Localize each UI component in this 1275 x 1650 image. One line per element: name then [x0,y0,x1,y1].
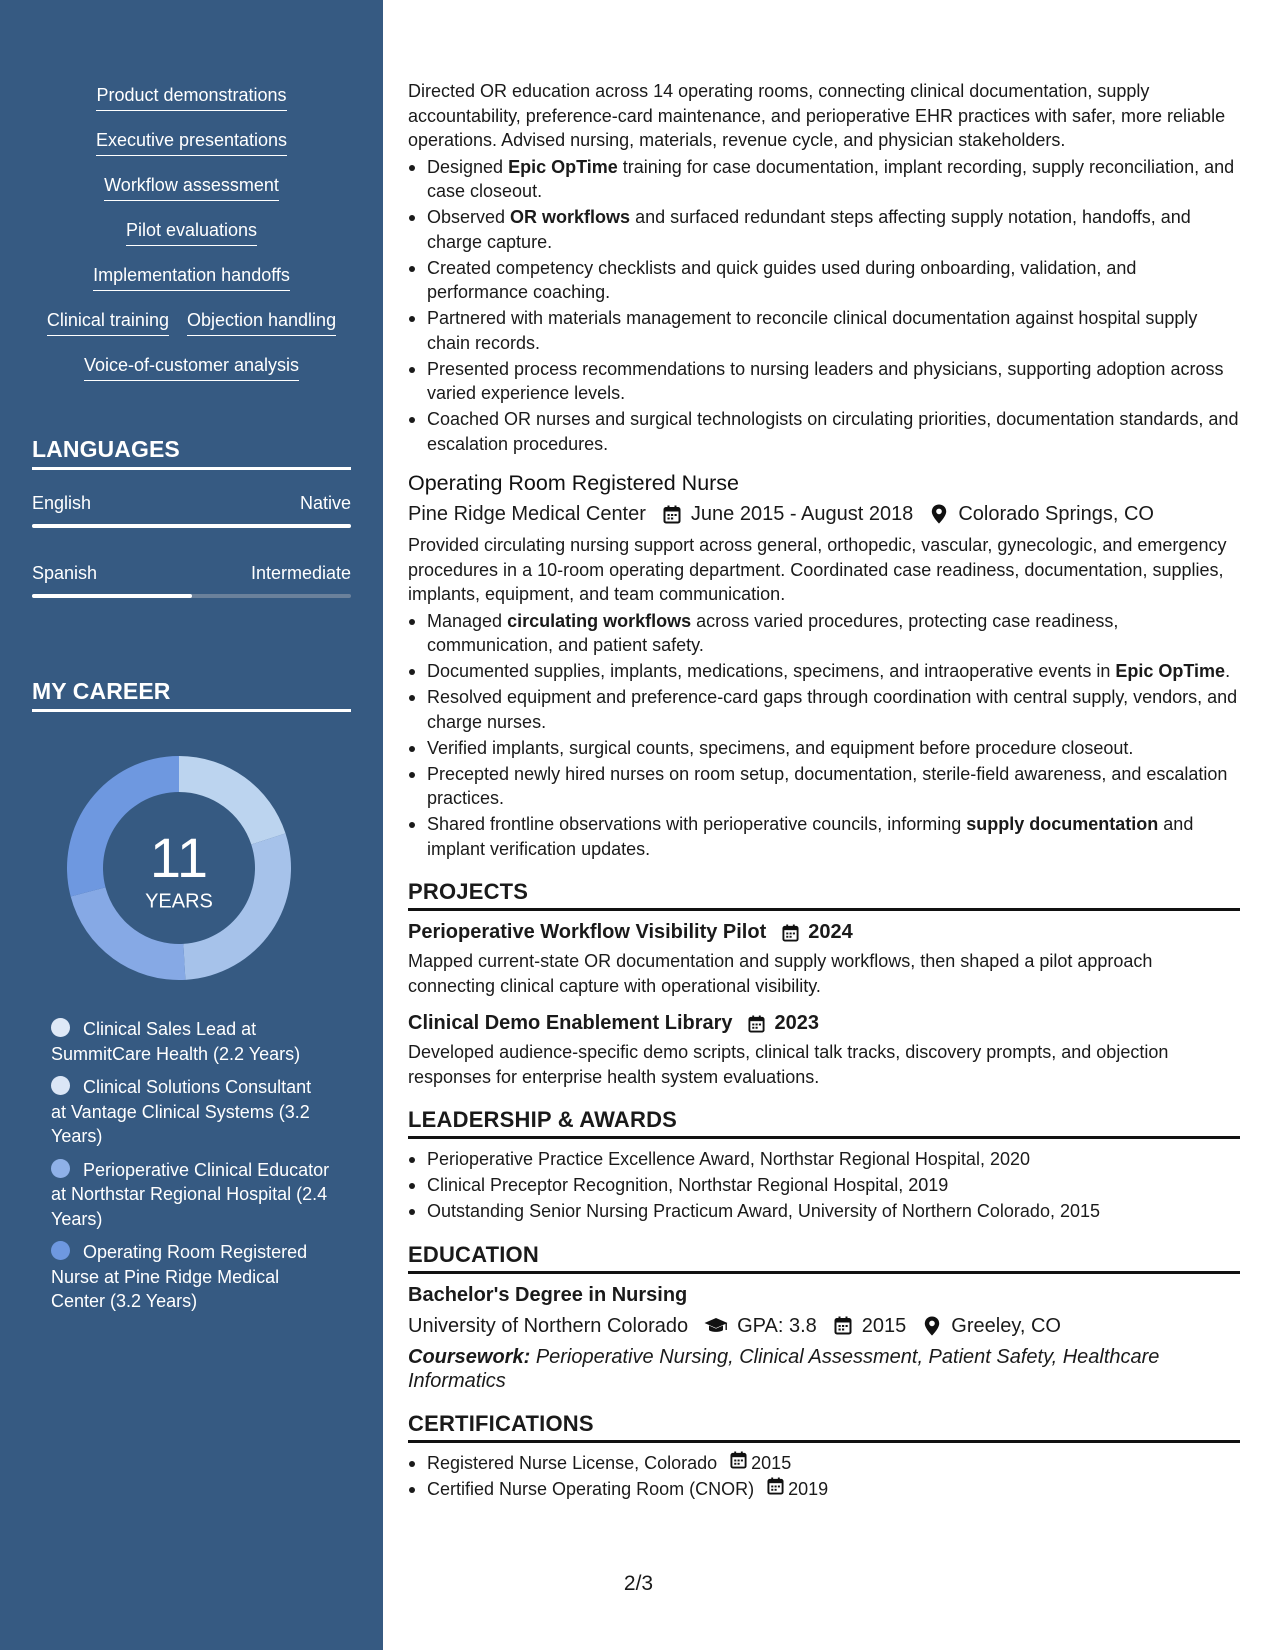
school-location: Greeley, CO [951,1314,1061,1337]
bullet-item [408,407,1240,456]
award-item: Clinical Preceptor Recognition, Northstar Regional Hospital, 2019 [408,1173,1240,1198]
intro-bullet-list [408,155,1240,457]
career-legend-item [51,1240,331,1314]
bullet-bold-text: supply documentation [966,814,1159,834]
project-title: Perioperative Workflow Visibility Pilot [408,921,767,943]
language-bar-fill [32,524,351,528]
career-legend-item [51,1075,331,1149]
coursework [408,1345,1240,1393]
bullet-text: Presented process recommendations to nursing leaders and physicians, supporting adoption across varied experience levels. [427,358,1224,403]
legend-dot [51,1241,70,1260]
certification-year: 2019 [788,1478,829,1499]
project-year: 2024 [808,921,853,943]
graduation-cap-icon [704,1316,728,1336]
legend-dot [51,1159,70,1178]
job-dates: June 2015 - August 2018 [690,503,914,525]
career-donut-chart [66,755,292,981]
bullet-text: Verified implants, surgical counts, specimens, and equipment before procedure closeout. [427,737,1134,758]
project-title: Clinical Demo Enablement Library [408,1012,733,1034]
bullet-text: Partnered with materials management to reconcile clinical documentation against hospital supply chain records. [427,308,1198,353]
education-heading: EDUCATION [408,1241,1240,1274]
career-legend-text: Operating Room Registered Nurse at Pine Ridge Medical Center (3.2 Years) [51,1242,308,1311]
bullet-item [408,256,1240,305]
sidebar [0,0,383,1650]
bullet-item [408,609,1240,658]
skill-tag: Pilot evaluations [126,219,257,246]
calendar-icon [833,1316,853,1336]
skill-row [32,354,351,399]
skill-tag: Voice-of-customer analysis [84,354,299,381]
certification-name: Certified Nurse Operating Room (CNOR) [427,1478,755,1499]
award-item: Outstanding Senior Nursing Practicum Award, University of Northern Colorado, 2015 [408,1199,1240,1224]
bullet-text: Resolved equipment and preference-card gaps through coordination with central supply, vendors, and charge nurses. [427,687,1238,732]
bullet-bold-text: Epic OpTime [508,156,618,177]
career-total-years: 11 [149,825,209,889]
map-pin-icon [922,1316,942,1336]
bullet-text: Designed [427,156,509,177]
legend-dot [51,1018,70,1037]
skill-tag: Implementation handoffs [93,264,290,291]
graduation-year: 2015 [861,1314,907,1337]
language-bar-fill [32,594,192,598]
award-item: Perioperative Practice Excellence Award, Northstar Regional Hospital, 2020 [408,1147,1240,1172]
career-legend-text: Perioperative Clinical Educator at Northstar Regional Hospital (2.4 Years) [51,1159,330,1229]
school-name: University of Northern Colorado [408,1314,689,1337]
bullet-text: Documented supplies, implants, medications, specimens, and intraoperative events in [427,661,1116,681]
language-bar-spanish [32,594,351,598]
calendar-icon [730,1451,747,1468]
project-title-row [408,919,1240,946]
skill-row [32,309,351,354]
certification-item [408,1477,1240,1502]
bullet-item [408,736,1240,761]
intro-paragraph: Directed OR education across 14 operating rooms, connecting clinical documentation, supply accountability, preference-card maintenance, and perioperative EHR practices with safer, more reliable operations. Advised nursing, materials, revenue cycle, and physician stakeholders. [408,81,1226,150]
project-description: Mapped current-state OR documentation and supply workflows, then shaped a pilot approach connecting clinical capture with operational visibility. [408,951,1153,996]
skill-tag: Product demonstrations [96,84,286,111]
coursework-list: Perioperative Nursing, Clinical Assessment, Patient Safety, Healthcare Informatics [408,1345,1160,1392]
job-bullet-list [408,609,1240,862]
project-title-row [408,1010,1240,1037]
language-row-spanish [32,562,351,584]
career-legend-item [51,1158,331,1232]
bullet-item [408,812,1240,861]
job-location: Colorado Springs, CO [958,503,1154,525]
bullet-text: and implant verification updates. [427,814,1194,859]
skill-tag: Objection handling [187,309,336,336]
certification-year: 2015 [751,1452,792,1473]
calendar-icon [662,504,682,524]
bullet-text: Precepted newly hired nurses on room setup, documentation, sterile-field awareness, and escalation practices. [427,763,1228,808]
leadership-heading: LEADERSHIP & AWARDS [408,1106,1240,1139]
language-level: Intermediate [250,563,351,583]
bullet-bold-text: circulating workflows [507,610,692,631]
language-bar-english [32,524,351,528]
awards-list [408,1147,1240,1224]
calendar-icon [747,1014,767,1034]
certifications-heading: CERTIFICATIONS [408,1410,1240,1443]
bullet-item [408,357,1240,406]
career-legend-text: Clinical Sales Lead at SummitCare Health (2.2 Years) [51,1019,301,1064]
job-meta [408,500,1240,528]
project-year: 2023 [774,1012,820,1034]
bullet-item [408,762,1240,811]
bullet-text: across varied procedures, protecting case readiness, communication, and patient safety. [427,610,1119,655]
certification-name: Registered Nurse License, Colorado [427,1452,718,1473]
language-level: Native [299,493,351,513]
map-pin-icon [929,504,949,524]
languages-heading: LANGUAGES [32,435,351,470]
skills-list [32,84,351,399]
legend-dot [51,1076,70,1095]
skill-tag: Clinical training [47,309,169,336]
bullet-text: Coached OR nurses and surgical technologists on circulating priorities, documentation standards, and escalation procedures. [427,409,1239,454]
bullet-item [408,205,1240,254]
bullet-item [408,685,1240,734]
career-legend-text: Clinical Solutions Consultant at Vantage Clinical Systems (3.2 Years) [51,1077,312,1146]
skill-row [32,129,351,174]
job-title: Operating Room Registered Nurse [408,471,740,495]
bullet-text: Created competency checklists and quick guides used during onboarding, validation, and performance coaching. [427,257,1137,302]
bullet-item [408,659,1240,684]
bullet-item [408,306,1240,355]
project-description: Developed audience-specific demo scripts, clinical talk tracks, discovery prompts, and objection responses for enterprise health system evaluations. [408,1042,1169,1087]
language-name: English [32,493,92,513]
job-summary: Provided circulating nursing support across general, orthopedic, vascular, gynecologic, and emergency procedures in a 10-room operating department. Coordinated case readiness, documentation, supplies, implants, equipment, and team communication. [408,535,1227,604]
skill-row [32,174,351,219]
degree-name: Bachelor's Degree in Nursing [408,1283,688,1306]
education-degree [408,1282,1240,1309]
certification-item [408,1451,1240,1476]
language-row-english [32,492,351,514]
main-content [408,79,1240,1503]
projects-heading: PROJECTS [408,878,1240,911]
job-employer: Pine Ridge Medical Center [408,503,646,525]
career-unit-label: YEARS [145,890,213,913]
certifications-list [408,1451,1240,1502]
calendar-icon [780,923,800,943]
coursework-label: Coursework: [408,1345,531,1368]
language-name: Spanish [32,563,98,583]
career-legend [51,1017,331,1323]
skill-row [32,84,351,129]
calendar-icon [767,1477,784,1494]
gpa: GPA: 3.8 [737,1314,817,1337]
education-meta [408,1312,1240,1340]
page-number: 2/3 [623,1572,654,1595]
bullet-bold-text: Epic OpTime [1115,661,1226,681]
bullet-text: training for case documentation, implant recording, supply reconciliation, and case closeout. [427,156,1235,201]
bullet-text: . [1225,661,1231,681]
projects-list [408,919,1240,1089]
bullet-text: Observed [427,207,511,227]
bullet-text: and surfaced redundant steps affecting supply notation, handoffs, and charge capture. [427,207,1191,252]
bullet-item [408,155,1240,204]
skill-row [32,219,351,264]
skill-row [32,264,351,309]
career-heading: MY CAREER [32,677,351,712]
skill-tag: Executive presentations [96,129,287,156]
career-legend-item [51,1017,331,1066]
skill-tag: Workflow assessment [104,174,279,201]
bullet-bold-text: OR workflows [510,207,631,227]
bullet-text: Managed [427,610,508,631]
bullet-text: Shared frontline observations with perioperative councils, informing [427,814,967,834]
